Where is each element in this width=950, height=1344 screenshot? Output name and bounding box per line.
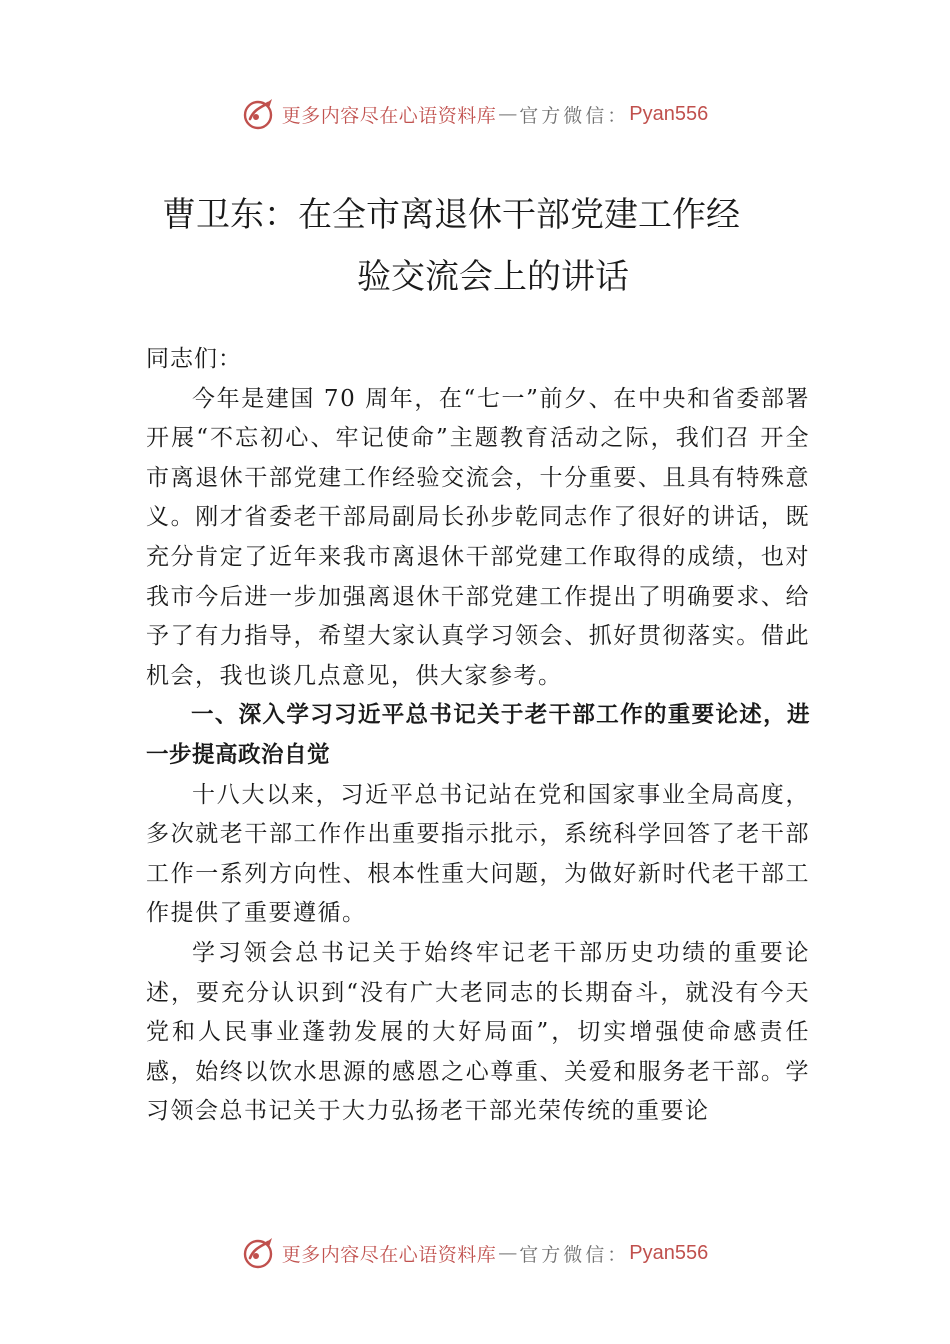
section-heading: 一、深入学习习近平总书记关于老干部工作的重要论述，进一步提高政治自觉 bbox=[146, 702, 810, 768]
salutation: 同志们： bbox=[146, 346, 242, 372]
watermark-main: 更多内容尽在心语资料库 bbox=[281, 1243, 497, 1266]
watermark-text bbox=[282, 101, 709, 128]
title-line-2: 验交流会上的讲话 bbox=[357, 257, 629, 297]
watermark-dash: — bbox=[498, 1242, 518, 1264]
paragraph: 学习领会总书记关于始终牢记老干部历史功绩的重要论述，要充分认识到“没有广大老同志的长期奋斗，就没有今天党和人民事业蓬勃发展的大好局面”，切实增强使命感责任感，始终以饮水思源的感恩之心尊重、关爱和服务老干部。学习领会总书记关于大力弘扬老干部光荣传统的重要论 bbox=[146, 939, 810, 1125]
watermark-wechat-id: Pyan556 bbox=[629, 102, 709, 125]
watermark-wechat-id: Pyan556 bbox=[629, 1241, 709, 1264]
watermark-text bbox=[282, 1240, 709, 1267]
watermark-banner-bottom bbox=[0, 1233, 950, 1273]
brand-logo-icon bbox=[242, 1236, 276, 1270]
watermark-dash: — bbox=[498, 103, 518, 125]
document-body bbox=[146, 340, 810, 1132]
watermark-main: 更多内容尽在心语资料库 bbox=[281, 104, 497, 127]
watermark-label: 官方微信： bbox=[519, 1243, 630, 1266]
paragraph: 十八大以来，习近平总书记站在党和国家事业全局高度，多次就老干部工作作出重要指示批示，系统科学回答了老干部工作一系列方向性、根本性重大问题，为做好新时代老干部工作提供了重要遵循。 bbox=[146, 781, 810, 927]
document-title bbox=[0, 184, 950, 308]
paragraph: 今年是建国 70 周年，在“七一”前夕、在中央和省委部署开展“不忘初心、牢记使命”主题教育活动之际，我们召 开全市离退休干部党建工作经验交流会，十分重要、且具有特殊意义。刚才省委老干部局副局长孙步乾同志作了很好的讲话，既充分肯定了近年来我市离退休干部党建工作取得的成绩，也对我市今后进一步加强离退休干部党建工作提出了明确要求、给予了有力指导，希望大家认真学习领会、抓好贯彻落实。借此机会，我也谈几点意见，供大家参考。 bbox=[146, 385, 810, 689]
watermark-label: 官方微信： bbox=[519, 104, 630, 127]
title-line-1: 曹卫东：在全市离退休干部党建工作经 bbox=[162, 195, 740, 235]
watermark-banner-top bbox=[0, 94, 950, 134]
brand-logo-icon bbox=[242, 97, 276, 131]
